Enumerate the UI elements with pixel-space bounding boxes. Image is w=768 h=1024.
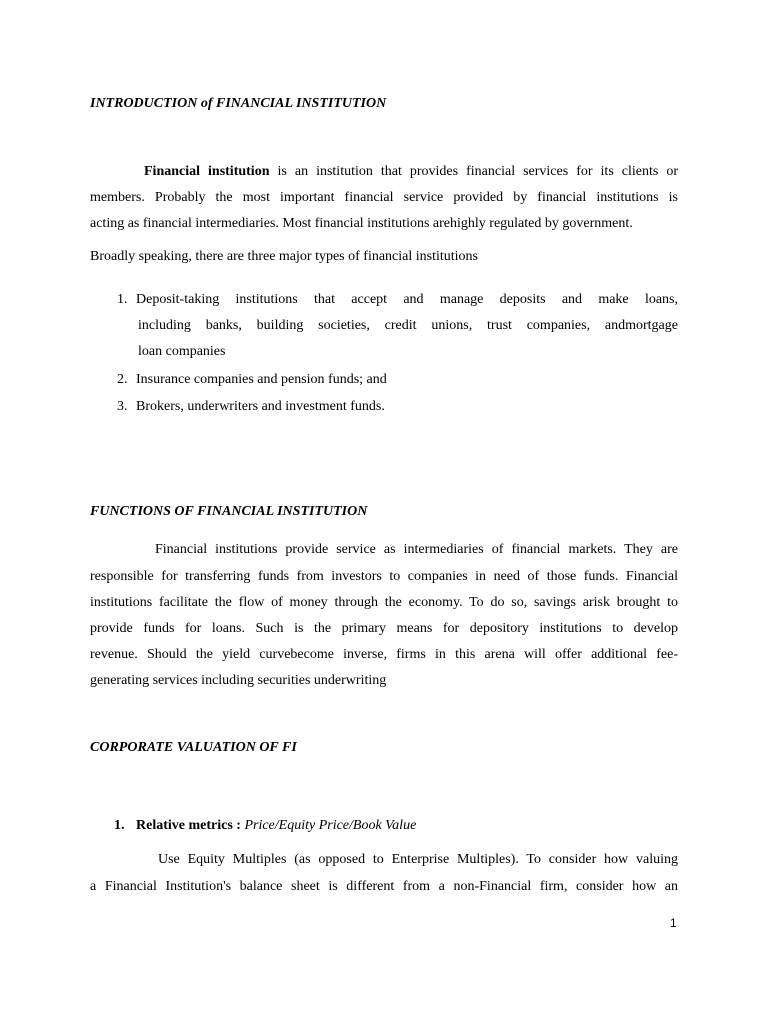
metric-line (136, 816, 724, 836)
intro-line-3: acting as financial intermediaries. Most financial institutions arehighly regulated by government. (90, 216, 633, 231)
list-number-3: 3. (117, 399, 128, 414)
metric-number: 1. (114, 818, 125, 833)
intro-line-1 (144, 162, 678, 182)
section-heading-valuation: CORPORATE VALUATION OF FI (90, 740, 297, 755)
metric-label: Relative metrics : (136, 818, 241, 833)
functions-line-1: Financial institutions provide service as intermediaries of financial markets. They are (155, 542, 678, 557)
list-item-1-line-1: Deposit-taking institutions that accept and manage deposits and make loans, (136, 292, 678, 307)
list-item-3: Brokers, underwriters and investment funds. (136, 399, 385, 414)
metric-value: Price/Equity Price/Book Value (244, 818, 417, 833)
functions-line-3: institutions facilitate the flow of money through the economy. To do so, savings arisk brought to (90, 595, 678, 610)
page-number: 1 (670, 916, 677, 930)
list-number-1: 1. (117, 292, 128, 307)
functions-line-4: provide funds for loans. Such is the primary means for depository institutions to develop (90, 621, 678, 636)
section-heading-functions: FUNCTIONS OF FINANCIAL INSTITUTION (90, 504, 368, 519)
valuation-line-1: Use Equity Multiples (as opposed to Enterprise Multiples). To consider how valuing (158, 852, 678, 867)
list-number-2: 2. (117, 372, 128, 387)
functions-line-5: revenue. Should the yield curvebecome inverse, firms in this arena will offer additional fee- (90, 647, 678, 662)
list-item-1-line-2: including banks, building societies, credit unions, trust companies, andmortgage (138, 318, 678, 333)
list-item-1-line-3: loan companies (138, 344, 226, 359)
functions-line-6: generating services including securities underwriting (90, 673, 387, 688)
broadly-sentence: Broadly speaking, there are three major types of financial institutions (90, 249, 478, 264)
section-heading-introduction: INTRODUCTION of FINANCIAL INSTITUTION (90, 96, 387, 111)
intro-line-2: members. Probably the most important financial service provided by financial institutions is (90, 190, 678, 205)
intro-line-1-text: is an institution that provides financial services for its clients or (277, 164, 678, 179)
valuation-line-2: a Financial Institution's balance sheet is different from a non-Financial firm, consider how an (90, 879, 678, 894)
functions-line-2: responsible for transferring funds from investors to companies in need of those funds. Financial (90, 569, 678, 584)
list-item-2: Insurance companies and pension funds; and (136, 372, 387, 387)
intro-term: Financial institution (144, 164, 270, 179)
